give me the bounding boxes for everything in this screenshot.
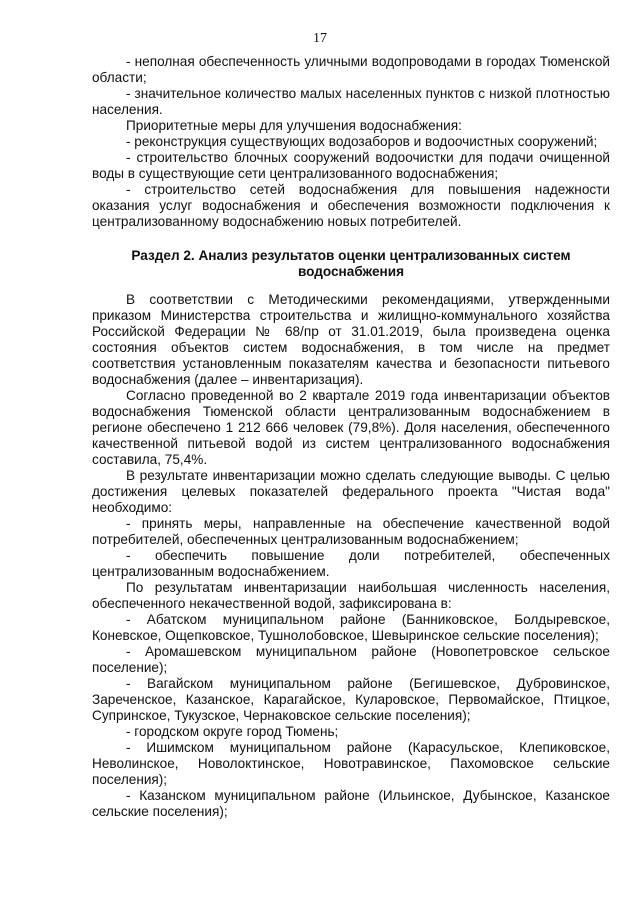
section-paragraph: - Вагайском муниципальном районе (Бегишевское, Дубровинское, Зареченское, Казанское, Карагайское, Куларовское, Первомайское, Птицкое, Супринское, Тукузское, Чернаковское сельские поселения); xyxy=(92,676,610,723)
intro-paragraph: - реконструкция существующих водозаборов и водоочистных сооружений; xyxy=(126,134,598,149)
section-paragraph: - городском округе город Тюмень; xyxy=(126,724,339,739)
section-paragraph: - обеспечить повышение доли потребителей, обеспеченных централизованным водоснабжением. xyxy=(92,548,610,579)
page-number: 17 xyxy=(313,31,327,46)
section-paragraph: По результатам инвентаризации наибольшая численность населения, обеспеченного некачественной водой, зафиксирована в: xyxy=(92,580,610,611)
section-paragraph: Согласно проведенной во 2 квартале 2019 года инвентаризации объектов водоснабжения Тюменской области централизованным водоснабжением в регионе обеспечено 1 212 666 человек (79,8%). Доля населения, обеспеченного качественной питьевой водой из систем централизованного водоснабжения составила, 75,4%. xyxy=(92,388,610,467)
section-paragraph: - Аромашевском муниципальном районе (Новопетровское сельское поселение); xyxy=(92,644,610,675)
section-paragraph: - Ишимском муниципальном районе (Карасульское, Клепиковское, Неволинское, Новолоктинское, Новотравинское, Пахомовское сельские поселения); xyxy=(92,740,610,787)
intro-paragraph: Приоритетные меры для улучшения водоснабжения: xyxy=(126,118,462,133)
section-paragraph: - Казанском муниципальном районе (Ильинское, Дубынское, Казанское сельские поселения); xyxy=(92,788,610,819)
section-paragraph: - принять меры, направленные на обеспечение качественной водой потребителей, обеспеченных централизованным водоснабжением; xyxy=(92,516,610,547)
intro-paragraph: - неполная обеспеченность уличными водопроводами в городах Тюменской области; xyxy=(92,54,610,85)
intro-paragraph: - строительство блочных сооружений водоочистки для подачи очищенной воды в существующие сети централизованного водоснабжения; xyxy=(92,150,610,181)
section-heading: Раздел 2. Анализ результатов оценки централизованных систем водоснабжения xyxy=(131,248,571,279)
intro-paragraph: - значительное количество малых населенных пунктов с низкой плотностью населения. xyxy=(92,86,610,117)
document-body xyxy=(92,54,610,820)
intro-paragraph: - строительство сетей водоснабжения для повышения надежности оказания услуг водоснабжения и обеспечения возможности подключения к централизованному водоснабжению новых потребителей. xyxy=(92,182,610,229)
section-paragraph: В результате инвентаризации можно сделать следующие выводы. С целью достижения целевых показателей федерального проекта "Чистая вода" необходимо: xyxy=(92,468,610,515)
section-paragraph: В соответствии с Методическими рекомендациями, утвержденными приказом Министерства строительства и жилищно-коммунального хозяйства Российской Федерации № 68/пр от 31.01.2019, была произведена оценка состояния объектов систем водоснабжения, в том числе на предмет соответствия установленным показателям качества и безопасности питьевого водоснабжения (далее – инвентаризация). xyxy=(92,292,610,387)
section-paragraph: - Абатском муниципальном районе (Банниковское, Болдыревское, Коневское, Ощепковское, Тушнолобовское, Шевыринское сельские поселения); xyxy=(92,612,610,643)
